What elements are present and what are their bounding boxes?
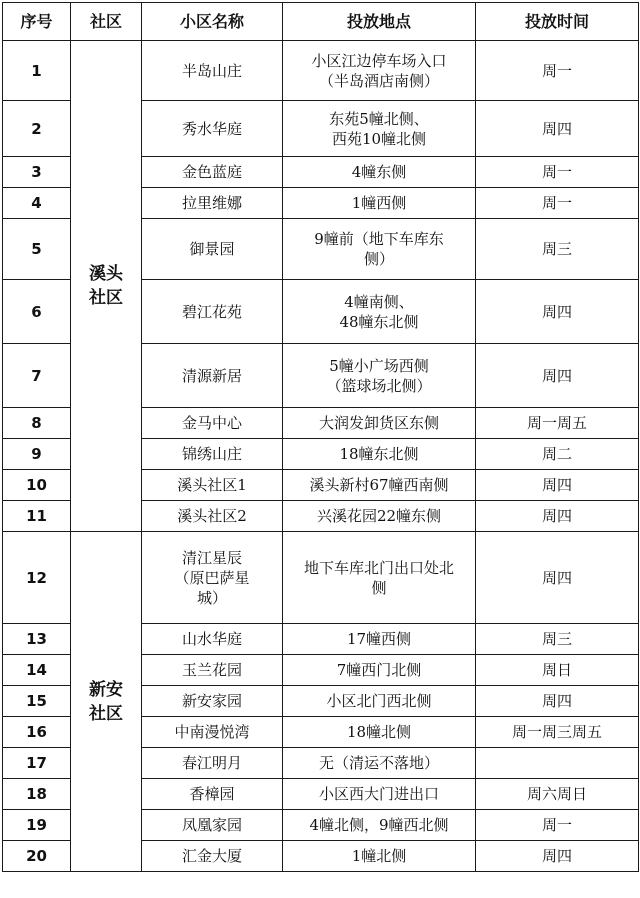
cell-text-line: 侧: [371, 578, 387, 597]
cell-text-line: 4幢北侧，9幢西北侧: [309, 816, 449, 834]
header-estate: 小区名称: [142, 3, 283, 41]
cell-location: [283, 280, 476, 344]
cell-text-line: 1幢西侧: [351, 194, 407, 212]
cell-estate: [142, 717, 283, 748]
cell-time: 周四: [476, 686, 639, 717]
cell-text-line: 18幢东北侧: [339, 445, 419, 463]
table-row: [3, 532, 639, 624]
cell-no: 2: [3, 101, 71, 157]
table-body: [3, 41, 639, 872]
cell-text-line: 御景园: [189, 240, 235, 258]
cell-text-line: 无（清运不落地）: [318, 754, 439, 772]
cell-no: 16: [3, 717, 71, 748]
cell-time: 周日: [476, 655, 639, 686]
cell-time: 周二: [476, 439, 639, 470]
cell-no: 18: [3, 779, 71, 810]
cell-location: [283, 470, 476, 501]
cell-text-line: 9幢前（地下车库东: [314, 230, 444, 248]
cell-text-line: 凤凰家园: [181, 816, 242, 834]
cell-text-line: 溪头社区1: [177, 476, 247, 494]
cell-estate: [142, 655, 283, 686]
cell-text-line: （原巴萨星: [174, 568, 250, 587]
cell-text-line: 半岛山庄: [181, 61, 242, 80]
cell-text-line: 4幢南侧、: [344, 292, 414, 311]
cell-estate: [142, 439, 283, 470]
cell-location: [283, 41, 476, 101]
cell-text-line: 锦绣山庄: [181, 445, 242, 463]
cell-location: [283, 188, 476, 219]
cell-time: 周四: [476, 280, 639, 344]
cell-estate: [142, 779, 283, 810]
cell-time: 周一: [476, 188, 639, 219]
cell-no: 11: [3, 501, 71, 532]
header-time: 投放时间: [476, 3, 639, 41]
cell-community: [71, 41, 142, 532]
cell-estate: [142, 280, 283, 344]
cell-community: [71, 532, 142, 872]
cell-text-line: 玉兰花园: [181, 661, 242, 679]
cell-text-line: 西苑10幢北侧: [331, 129, 427, 148]
cell-no: 4: [3, 188, 71, 219]
cell-text-line: 小区江边停车场入口: [311, 51, 447, 70]
cell-no: 14: [3, 655, 71, 686]
cell-time: 周一: [476, 157, 639, 188]
cell-estate: [142, 470, 283, 501]
header-location: 投放地点: [283, 3, 476, 41]
cell-text-line: 城）: [196, 588, 227, 607]
cell-text-line: 地下车库北门出口处北: [303, 558, 454, 577]
cell-text-line: 溪头: [89, 264, 123, 284]
cell-time: 周四: [476, 344, 639, 408]
cell-text-line: 山水华庭: [181, 630, 242, 648]
cell-text-line: 香樟园: [189, 785, 235, 803]
cell-no: 1: [3, 41, 71, 101]
cell-location: [283, 717, 476, 748]
cell-location: [283, 686, 476, 717]
cell-text-line: 4幢东侧: [351, 163, 407, 181]
cell-text-line: 清江星辰: [181, 548, 242, 567]
cell-text-line: 18幢北侧: [346, 723, 412, 741]
cell-location: [283, 841, 476, 872]
cell-text-line: 社区: [89, 288, 123, 308]
cell-text-line: 汇金大厦: [181, 847, 242, 865]
cell-time: 周一: [476, 41, 639, 101]
cell-no: 3: [3, 157, 71, 188]
cell-text-line: 小区北门西北侧: [326, 692, 432, 710]
cell-estate: [142, 624, 283, 655]
cell-location: [283, 101, 476, 157]
cell-location: [283, 439, 476, 470]
cell-time: 周一周五: [476, 408, 639, 439]
cell-time: [476, 748, 639, 779]
cell-text-line: 秀水华庭: [181, 119, 242, 138]
header-community: 社区: [71, 3, 142, 41]
cell-time: 周四: [476, 101, 639, 157]
cell-text-line: 大润发卸货区东侧: [318, 414, 439, 432]
cell-time: 周四: [476, 532, 639, 624]
cell-text-line: 5幢小广场西侧: [329, 356, 429, 375]
cell-text-line: 中南漫悦湾: [174, 723, 250, 741]
cell-location: [283, 157, 476, 188]
cell-text-line: （半岛酒店南侧）: [318, 71, 439, 90]
cell-no: 19: [3, 810, 71, 841]
cell-text-line: 溪头新村67幢西南侧: [309, 476, 449, 494]
cell-time: 周一: [476, 810, 639, 841]
garbage-drop-schedule-table: [2, 2, 639, 872]
table-row: [3, 41, 639, 101]
cell-location: [283, 655, 476, 686]
cell-estate: [142, 532, 283, 624]
cell-location: [283, 344, 476, 408]
cell-text-line: 新安家园: [181, 692, 242, 710]
cell-estate: [142, 188, 283, 219]
cell-time: 周四: [476, 470, 639, 501]
cell-text-line: 小区西大门进出口: [318, 785, 439, 803]
cell-text-line: 碧江花苑: [181, 302, 242, 321]
cell-text-line: 7幢西门北侧: [336, 661, 422, 679]
cell-text-line: 新安: [89, 679, 123, 700]
cell-text-line: （篮球场北侧）: [326, 376, 432, 395]
cell-no: 6: [3, 280, 71, 344]
cell-no: 5: [3, 219, 71, 280]
cell-location: [283, 408, 476, 439]
cell-time: 周四: [476, 501, 639, 532]
cell-no: 15: [3, 686, 71, 717]
cell-time: 周四: [476, 841, 639, 872]
cell-text-line: 兴溪花园22幢东侧: [316, 507, 442, 525]
header-row: [3, 3, 639, 41]
cell-time: 周六周日: [476, 779, 639, 810]
cell-estate: [142, 408, 283, 439]
cell-no: 8: [3, 408, 71, 439]
cell-location: [283, 810, 476, 841]
cell-text-line: 17幢西侧: [346, 630, 412, 648]
cell-location: [283, 501, 476, 532]
cell-time: 周三: [476, 624, 639, 655]
cell-location: [283, 779, 476, 810]
cell-text-line: 48幢东北侧: [339, 312, 419, 331]
cell-location: [283, 624, 476, 655]
cell-no: 17: [3, 748, 71, 779]
cell-text-line: 社区: [89, 703, 123, 724]
cell-estate: [142, 748, 283, 779]
cell-text-line: 清源新居: [181, 366, 242, 385]
cell-no: 12: [3, 532, 71, 624]
cell-estate: [142, 841, 283, 872]
cell-text-line: 金色蓝庭: [181, 163, 242, 181]
table-header: [3, 3, 639, 41]
cell-location: [283, 532, 476, 624]
header-no: 序号: [3, 3, 71, 41]
cell-no: 7: [3, 344, 71, 408]
cell-location: [283, 219, 476, 280]
cell-estate: [142, 810, 283, 841]
cell-text-line: 侧）: [363, 250, 394, 268]
cell-text-line: 金马中心: [181, 414, 242, 432]
cell-location: [283, 748, 476, 779]
cell-time: 周三: [476, 219, 639, 280]
cell-estate: [142, 101, 283, 157]
cell-text-line: 1幢北侧: [351, 847, 407, 865]
cell-no: 10: [3, 470, 71, 501]
cell-estate: [142, 686, 283, 717]
cell-text-line: 东苑5幢北侧、: [329, 109, 429, 128]
cell-estate: [142, 501, 283, 532]
cell-estate: [142, 157, 283, 188]
cell-estate: [142, 219, 283, 280]
cell-no: 20: [3, 841, 71, 872]
cell-no: 13: [3, 624, 71, 655]
cell-text-line: 拉里维娜: [181, 194, 242, 212]
cell-no: 9: [3, 439, 71, 470]
cell-estate: [142, 344, 283, 408]
cell-text-line: 溪头社区2: [177, 507, 247, 525]
cell-text-line: 春江明月: [181, 754, 242, 772]
cell-time: 周一周三周五: [476, 717, 639, 748]
cell-estate: [142, 41, 283, 101]
